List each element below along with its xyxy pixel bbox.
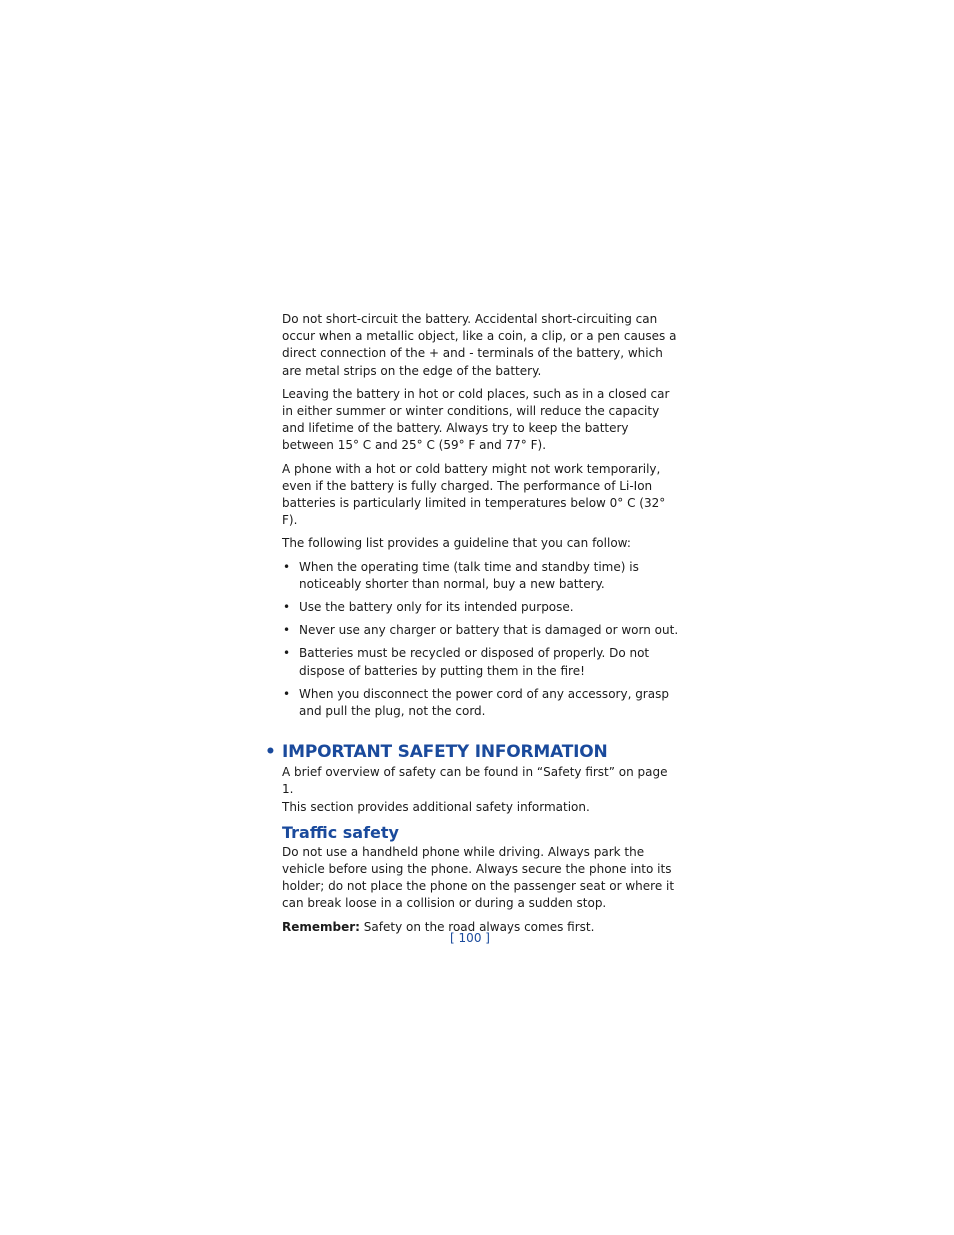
list-item xyxy=(282,622,682,639)
battery-paragraph-short-circuit: Do not short-circuit the battery. Accidental short-circuiting can occur when a metallic object, like a coin, a clip, or a pen causes a direct connection of the + and - terminals of the battery, which are metal strips on the edge of the battery. xyxy=(282,312,677,378)
list-item xyxy=(282,599,682,616)
subheading-traffic-safety: Traffic safety xyxy=(282,822,399,842)
remember-label: Remember: xyxy=(282,919,360,934)
section-heading-text: IMPORTANT SAFETY INFORMATION xyxy=(282,742,608,763)
list-item-text: Never use any charger or battery that is damaged or worn out. xyxy=(299,623,679,638)
list-item xyxy=(282,645,682,679)
battery-paragraph-temperature: Leaving the battery in hot or cold places, such as in a closed car in either summer or winter conditions, will reduce the capacity and lifetime of the battery. Always try to keep the battery between 15° C and 25° C (59° F and 77° F). xyxy=(282,386,670,453)
page-content xyxy=(265,311,682,942)
bullet-icon: • xyxy=(283,623,291,638)
bullet-icon: • xyxy=(283,646,291,661)
safety-intro-line-2: This section provides additional safety information. xyxy=(282,799,590,814)
page-number: [ 100 ] xyxy=(450,931,490,945)
traffic-safety-paragraph: Do not use a handheld phone while driving. Always park the vehicle before using the phone. Always secure the phone into its holder; do not place the phone on the passenger seat or where it can break loose in a collision or during a sudden stop. xyxy=(282,844,675,911)
list-item xyxy=(282,559,682,593)
safety-intro xyxy=(282,764,682,816)
guideline-list xyxy=(282,559,682,721)
section-heading-important-safety xyxy=(265,742,682,763)
section-bullet-icon: • xyxy=(265,742,276,763)
list-item xyxy=(282,686,682,720)
list-item-text: When you disconnect the power cord of any accessory, grasp and pull the plug, not the cord. xyxy=(299,686,669,719)
safety-intro-line-1: A brief overview of safety can be found in “Safety first” on page 1. xyxy=(282,765,668,797)
list-item-text: When the operating time (talk time and standby time) is noticeably shorter than normal, buy a new battery. xyxy=(299,559,639,591)
list-item-text: Use the battery only for its intended purpose. xyxy=(299,600,574,615)
battery-paragraph-hot-cold: A phone with a hot or cold battery might not work temporarily, even if the battery is fully charged. The performance of Li-Ion batteries is particularly limited in temperatures below 0° C (32° F). xyxy=(282,461,666,528)
battery-paragraph-guideline-intro: The following list provides a guideline that you can follow: xyxy=(282,536,631,551)
remember-text: Safety on the road always comes first. xyxy=(359,919,595,934)
bullet-icon: • xyxy=(283,686,291,701)
bullet-icon: • xyxy=(283,559,291,574)
list-item-text: Batteries must be recycled or disposed of properly. Do not dispose of batteries by putting them in the fire! xyxy=(299,646,650,678)
bullet-icon: • xyxy=(283,600,291,615)
